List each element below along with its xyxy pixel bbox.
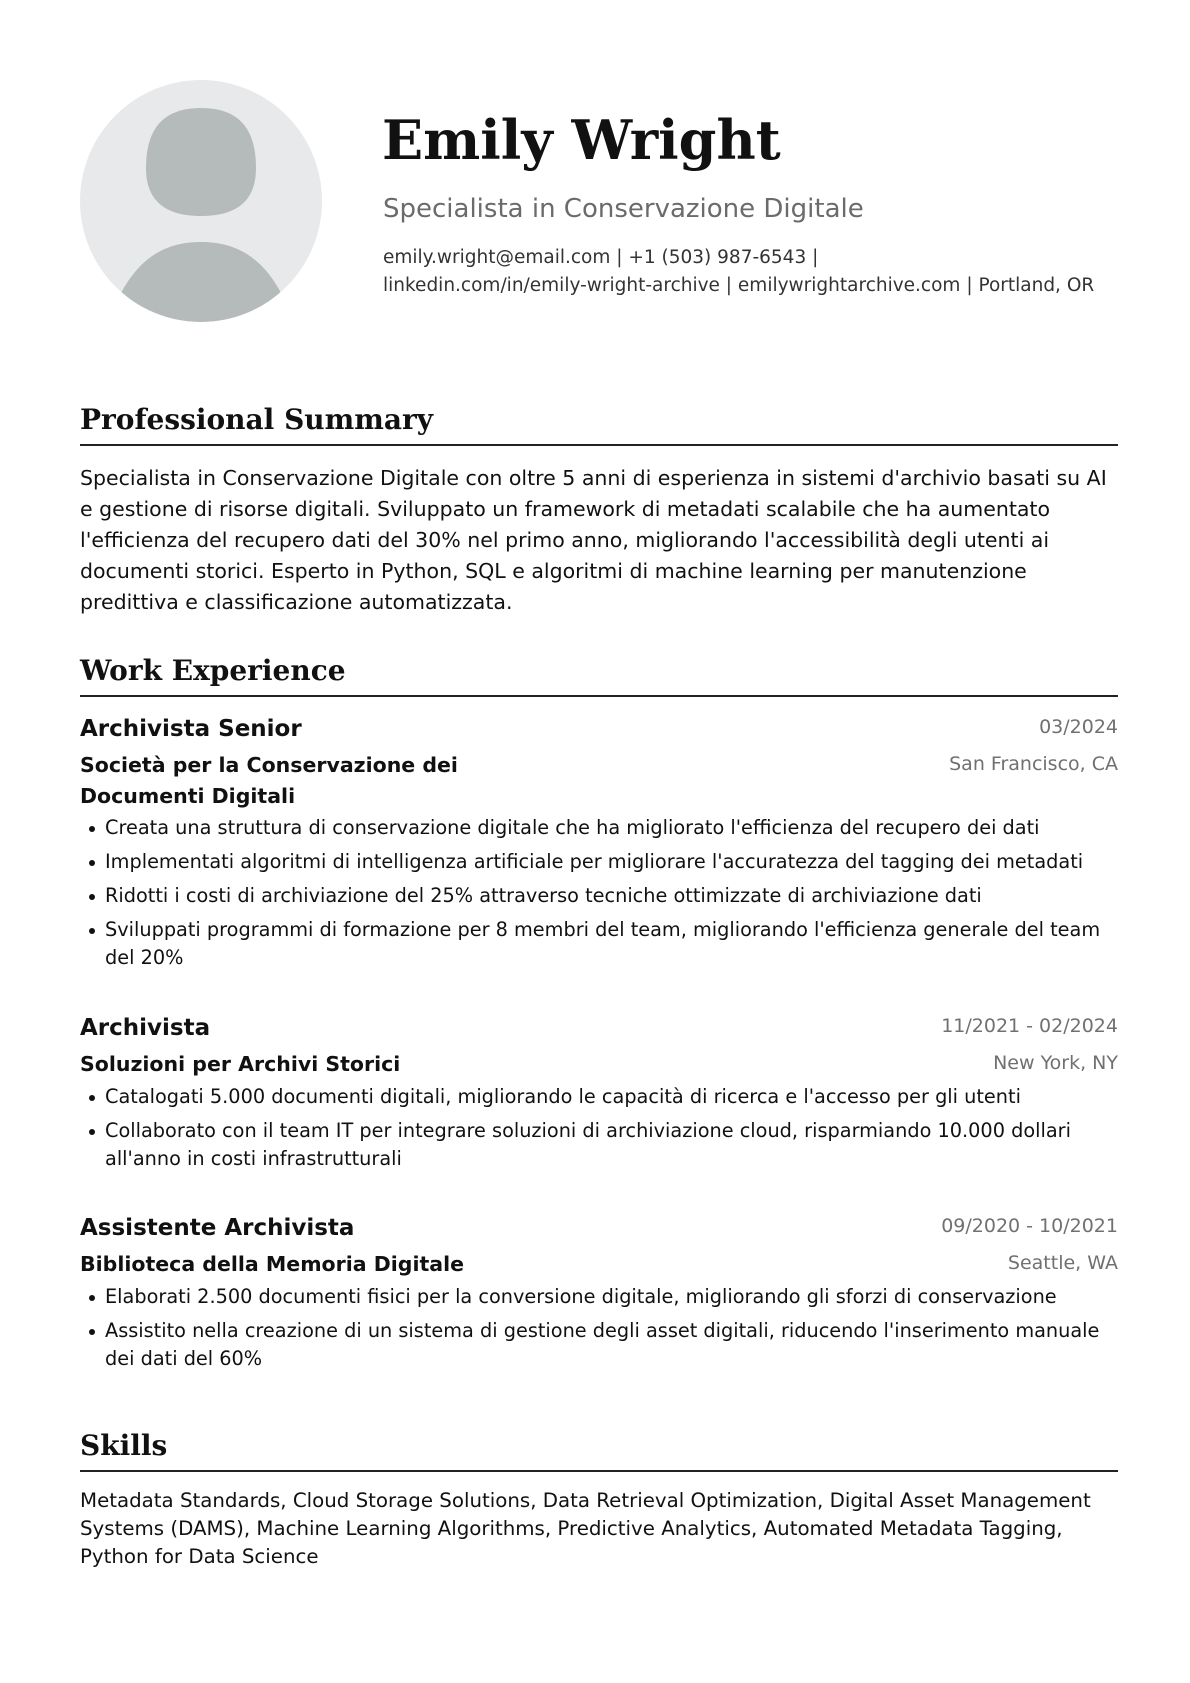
job-location: Seattle, WA	[1007, 1252, 1118, 1274]
candidate-headline: Specialista in Conservazione Digitale	[383, 194, 864, 224]
contact-info	[383, 244, 1123, 300]
list-item: Elaborati 2.500 documenti fisici per la conversione digitale, migliorando gli sforzi di conservazione	[80, 1283, 1120, 1311]
list-item: Collaborato con il team IT per integrare soluzioni di archiviazione cloud, risparmiando 10.000 dollari all'anno in costi infrastrutturali	[80, 1117, 1120, 1173]
job-company: Biblioteca della Memoria Digitale	[80, 1252, 465, 1276]
job-dates: 09/2020 - 10/2021	[941, 1215, 1118, 1237]
list-item: Implementati algoritmi di intelligenza artificiale per migliorare l'accuratezza del tagging dei metadati	[80, 848, 1120, 876]
list-item: Catalogati 5.000 documenti digitali, migliorando le capacità di ricerca e l'accesso per gli utenti	[80, 1083, 1120, 1111]
skills-divider	[80, 1470, 1118, 1472]
summary-text: Specialista in Conservazione Digitale con oltre 5 anni di esperienza in sistemi d'archivio basati su AI e gestione di risorse digitali. Sviluppato un framework di metadati scalabile che ha aumentato l'efficienza del recupero dati del 30% nel primo anno, migliorando l'accessibilità degli utenti ai documenti storici. Esperto in Python, SQL e algoritmi di machine learning per manutenzione predittiva e classificazione automatizzata.	[80, 466, 1107, 614]
list-item: Assistito nella creazione di un sistema di gestione degli asset digitali, riducendo l'inserimento manuale dei dati del 60%	[80, 1317, 1120, 1373]
avatar	[80, 80, 322, 322]
job-title: Assistente Archivista	[80, 1215, 355, 1241]
job-bullets	[80, 1283, 1120, 1379]
job-company: Soluzioni per Archivi Storici	[80, 1052, 401, 1076]
candidate-name: Emily Wright	[382, 108, 781, 172]
summary-divider	[80, 444, 1118, 446]
job-dates: 11/2021 - 02/2024	[941, 1015, 1118, 1037]
contact-line-2: linkedin.com/in/emily-wright-archive | emilywrightarchive.com | Portland, OR	[383, 275, 1095, 296]
skills-text: Metadata Standards, Cloud Storage Solutions, Data Retrieval Optimization, Digital Asset Management Systems (DAMS), Machine Learning Algorithms, Predictive Analytics, Automated Metadata Tagging, Python for Data Science	[80, 1489, 1091, 1568]
list-item: Sviluppati programmi di formazione per 8 membri del team, migliorando l'efficienza generale del team del 20%	[80, 916, 1120, 972]
skills-section-title: Skills	[80, 1429, 168, 1462]
experience-section-title: Work Experience	[80, 654, 346, 687]
contact-line-1: emily.wright@email.com | +1 (503) 987-6543 |	[383, 247, 819, 268]
job-location: New York, NY	[993, 1052, 1118, 1074]
job-bullets	[80, 814, 1120, 978]
list-item: Ridotti i costi di archiviazione del 25% attraverso tecniche ottimizzate di archiviazione dati	[80, 882, 1120, 910]
job-title: Archivista Senior	[80, 716, 302, 742]
list-item: Creata una struttura di conservazione digitale che ha migliorato l'efficienza del recupero dei dati	[80, 814, 1120, 842]
user-silhouette-icon	[80, 80, 322, 322]
job-location: San Francisco, CA	[949, 753, 1118, 775]
job-bullets	[80, 1083, 1120, 1179]
job-company: Società per la Conservazione dei Documenti Digitali	[80, 753, 458, 808]
job-title: Archivista	[80, 1015, 211, 1041]
job-dates: 03/2024	[1039, 716, 1118, 738]
experience-divider	[80, 695, 1118, 697]
summary-section-title: Professional Summary	[80, 403, 434, 436]
